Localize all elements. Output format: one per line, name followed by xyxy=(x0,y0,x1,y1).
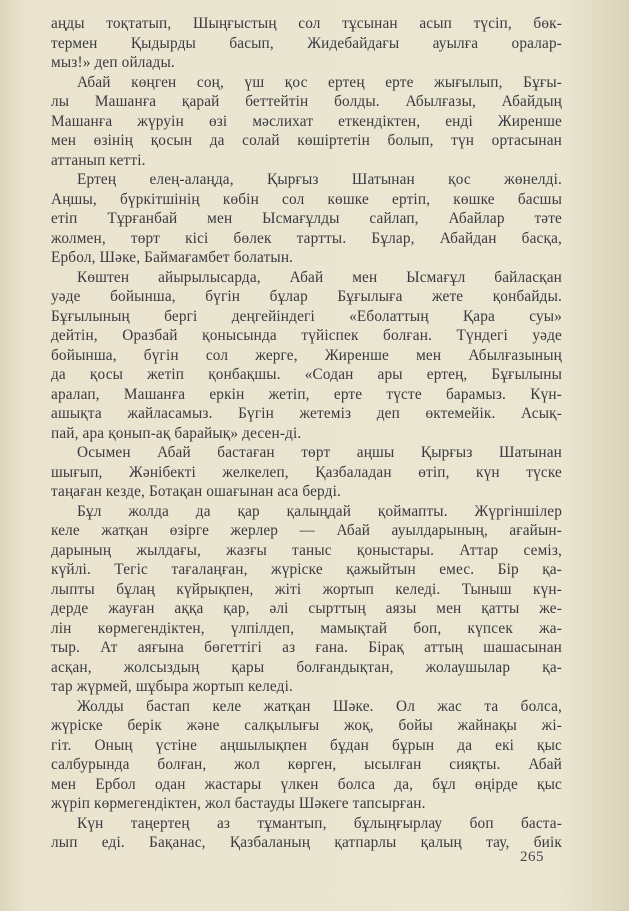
page-number: 265 xyxy=(520,849,544,865)
text-line: күйлі. Тегіс тағалаңған, жүріске қажыйтын емес. Бір қа- xyxy=(51,561,562,578)
text-line: пай, ара қонып-ақ барайық» десен-ді. xyxy=(51,424,302,442)
text-line: етіп Тұрғанбай мен Ысмағұлды сайлап, Абайлар тәте xyxy=(51,210,562,227)
text-line: Осымен Абай бастаған төрт аңшы Қырғыз Шатынан xyxy=(77,444,562,461)
text-line: аралап, Машанға еркін жетіп, ерте түсте барамыз. Күн- xyxy=(51,385,562,403)
text-line: Жолды бастап келе жатқан Шәке. Ол жас та болса, xyxy=(77,697,562,715)
text-line: да қосы жетіп қонбақшы. «Содан ары ертең, Бұғылыны xyxy=(51,366,562,383)
text-line: мен өзінің қосын да солай көшіртетін болып, түн ортасынан xyxy=(51,132,562,149)
body-text xyxy=(51,14,562,853)
text-line: Көштен айырылысарда, Абай мен Ысмағұл байласқан xyxy=(77,268,562,286)
text-line: келе жатқан өзірге жерлер — Абай ауылдарының, ағайын- xyxy=(51,522,562,539)
text-line: термен Қыдырды басып, Жидебайдағы ауылға оралар- xyxy=(51,34,562,52)
text-line: жүріске берік және салқылығы жоқ, бойы жайнақы жі- xyxy=(51,717,562,734)
text-line: ашықта жайласамыз. Бүгін жетеміз деп өктемейік. Асық- xyxy=(51,405,562,422)
text-line: Ертең елең-алаңда, Қырғыз Шатынан қос жөнелді. xyxy=(77,171,562,188)
text-line: Абай көңген соң, үш қос ертең ерте жығылып, Бұғы- xyxy=(77,73,562,91)
text-line: шығып, Жәнібекті желкелеп, Қазбаладан өтіп, күн түске xyxy=(51,463,562,481)
text-line: лып еді. Бақанас, Қазбаланың қатпарлы қалың тау, биік xyxy=(51,834,562,851)
text-line: Күн таңертең аз тұмантып, бұлыңғырлау боп баста- xyxy=(77,814,562,832)
text-line: бойынша, бүгін сол жерге, Жиренше мен Абылғазының xyxy=(51,346,562,364)
text-line: гіт. Оның үстіне аңшылықпен бұдан бұрын да екі қыс xyxy=(51,736,562,754)
text-line: дерде жауған аққа қар, әлі сырттың аязы мен қатты же- xyxy=(51,600,562,617)
text-line: лыпты бұлаң күйрықпен, жіті жортып келеді. Тыныш күн- xyxy=(51,580,562,598)
text-line: лы Машанға қарай беттейтін болды. Абылғазы, Абайдың xyxy=(51,93,562,110)
text-line: асқан, жолсыздың қары болғандықтан, жолаушылар қа- xyxy=(51,658,562,676)
text-line: таңаған кезде, Ботақан ошағынан аса берді. xyxy=(51,483,341,500)
text-line: жүріп көрмегендіктен, жол бастауды Шәкеге тапсырған. xyxy=(51,795,426,812)
text-line: Ербол, Шәке, Баймағамбет болатын. xyxy=(51,249,294,266)
text-line: дейтін, Оразбай қонысында түйіспек болған. Түндегі уәде xyxy=(51,327,562,344)
text-line: мыз!» деп ойлады. xyxy=(51,54,175,71)
text-line: салбурында болған, жол көрген, ысылған сияқты. Абай xyxy=(51,756,562,773)
text-line: тыр. Ат аяғына бөгеттігі аз ғана. Бірақ аттың шашасынан xyxy=(51,639,562,656)
text-line: мен Ербол одан жастары үлкен болса да, бұл өңірде қыс xyxy=(51,775,562,793)
text-line: Бұл жолда да қар қалыңдай қоймапты. Жүргіншілер xyxy=(77,502,562,520)
text-line: Машанға жүруін өзі мәслихат еткендіктен, енді Жиренше xyxy=(51,112,562,130)
text-line: Бұғылының бергі деңгейіндегі «Еболаттың Қара суы» xyxy=(51,307,562,325)
text-line: Аңшы, бүркітшінің көбін сол көшке ертіп, көшке басшы xyxy=(51,190,562,208)
text-line: дарының жылдағы, жазғы таныс қоныстары. Аттар семіз, xyxy=(51,541,562,559)
text-line: аңды тоқтатып, Шыңғыстың сол тұсынан асып түсіп, бөк- xyxy=(51,15,562,32)
text-line: жолмен, төрт кісі бөлек тартты. Бұлар, Абайдан басқа, xyxy=(51,229,562,247)
text-line: уәде бойынша, бүгін бұлар Бұғылыға жете қонбайды. xyxy=(51,288,562,305)
text-line: аттанып кетті. xyxy=(51,151,146,169)
text-line: лін көрмегендіктен, үлпілдеп, мамықтай боп, күпсек жа- xyxy=(51,619,562,637)
text-line: тар жүрмей, шұбыра жортып келеді. xyxy=(51,678,293,695)
